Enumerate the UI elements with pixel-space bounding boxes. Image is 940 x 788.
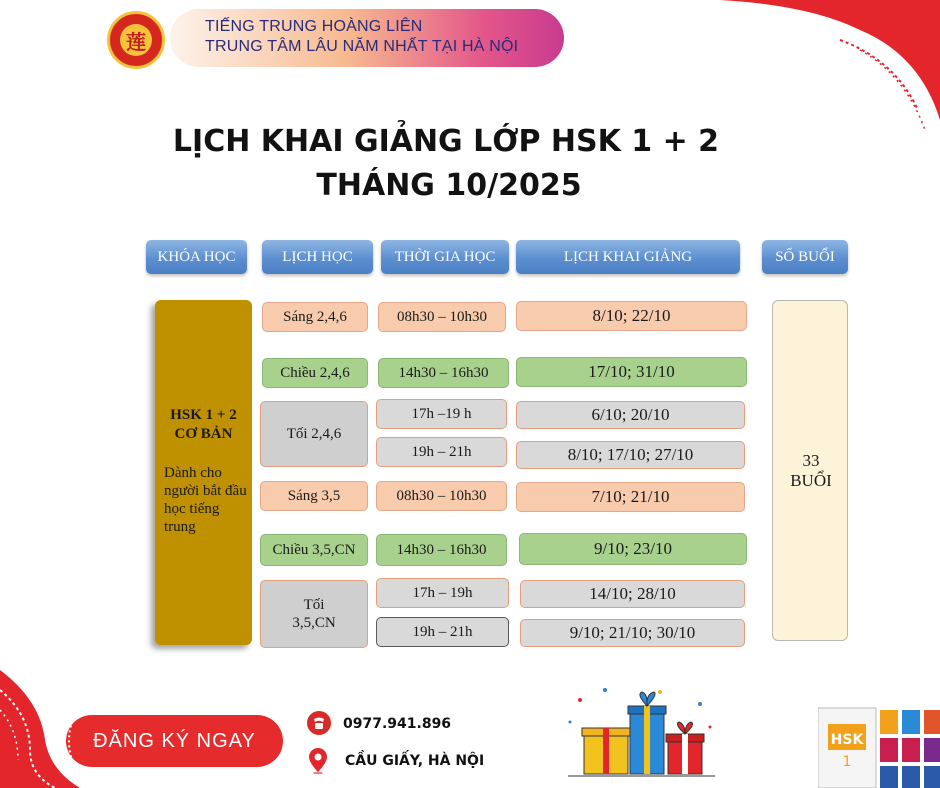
time-row-2: 14h30 – 16h30 [378, 358, 509, 388]
dates-row-3: 6/10; 20/10 [516, 401, 745, 429]
cta-dots-decoration [60, 712, 90, 770]
banner-title: TIẾNG TRUNG HOÀNG LIÊN [205, 18, 423, 35]
time-row-3: 17h –19 h [376, 399, 507, 429]
dates-row-8: 9/10; 21/10; 30/10 [520, 619, 745, 647]
header-sessions: SỐ BUỔI [762, 240, 848, 274]
phone-number[interactable]: 0977.941.896 [343, 716, 452, 732]
dates-row-6: 9/10; 23/10 [519, 533, 747, 565]
schedule-sang-246: Sáng 2,4,6 [262, 302, 368, 332]
time-row-5: 08h30 – 10h30 [376, 481, 507, 511]
sessions-count: 33 BUỔI [790, 451, 832, 491]
time-row-8: 19h – 21h [376, 617, 509, 647]
dates-row-7: 14/10; 28/10 [520, 580, 745, 608]
schedule-toi-246: Tối 2,4,6 [260, 401, 368, 467]
hsk-books-illustration [818, 704, 940, 788]
location-pin-icon [309, 748, 327, 774]
schedule-chieu-35cn: Chiều 3,5,CN [260, 534, 368, 566]
course-description: Dành cho người bắt đầu học tiếng trung [164, 465, 247, 535]
dates-row-5: 7/10; 21/10 [516, 482, 745, 512]
dates-row-1: 8/10; 22/10 [516, 301, 747, 331]
svg-text:HSK: HSK [830, 732, 864, 748]
page-subtitle: THÁNG 10/2025 [316, 168, 582, 203]
course-cell [155, 300, 252, 645]
dates-row-2: 17/10; 31/10 [516, 357, 747, 387]
svg-text:1: 1 [842, 754, 852, 770]
time-row-4: 19h – 21h [376, 437, 507, 467]
gift-boxes-illustration [560, 682, 720, 782]
time-row-1: 08h30 – 10h30 [378, 302, 506, 332]
address: CẦU GIẤY, HÀ NỘI [345, 753, 485, 769]
brand-logo: 莲 [107, 11, 165, 69]
schedule-sang-35: Sáng 3,5 [260, 481, 368, 511]
banner-subtitle: TRUNG TÂM LÂU NĂM NHẤT TẠI HÀ NỘI [205, 38, 519, 55]
schedule-toi-35cn: Tối 3,5,CN [260, 580, 368, 648]
dates-row-4: 8/10; 17/10; 27/10 [516, 441, 745, 469]
time-row-7: 17h – 19h [376, 578, 509, 608]
schedule-chieu-246: Chiều 2,4,6 [262, 358, 368, 388]
page-title: LỊCH KHAI GIẢNG LỚP HSK 1 + 2 [172, 124, 720, 159]
header-start-dates: LỊCH KHAI GIẢNG [516, 240, 740, 274]
header-schedule: LỊCH HỌC [262, 240, 373, 274]
header-time: THỜI GIA HỌC [381, 240, 509, 274]
course-name: HSK 1 + 2 CƠ BẢN [170, 407, 237, 442]
sessions-cell [772, 300, 848, 641]
time-row-6: 14h30 – 16h30 [376, 534, 507, 566]
phone-icon [307, 711, 331, 735]
register-now-button[interactable]: ĐĂNG KÝ NGAY [66, 715, 283, 767]
header-course: KHÓA HỌC [146, 240, 247, 274]
